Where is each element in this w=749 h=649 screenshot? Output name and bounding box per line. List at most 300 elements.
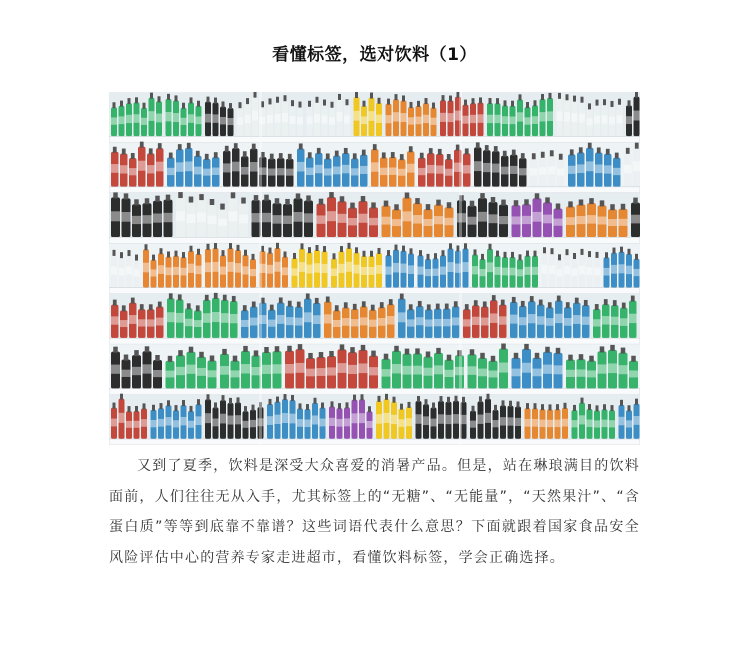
bottle-cap <box>579 354 584 360</box>
bottle-label <box>463 116 469 124</box>
bottle-cap <box>442 95 445 101</box>
bottle-cap <box>122 149 126 155</box>
bottle-cap <box>128 406 131 412</box>
bottle-cap <box>534 403 537 409</box>
bottle-label <box>413 215 422 224</box>
bottle-cap <box>628 249 631 255</box>
bottle-cap <box>530 296 534 302</box>
bottle-cap <box>220 204 225 210</box>
bottle-label <box>594 116 600 124</box>
bottle-label <box>352 413 358 423</box>
bottle-label <box>282 113 288 122</box>
bottle-label <box>408 117 414 124</box>
bottle-label <box>229 211 238 221</box>
bottle-label <box>626 266 632 274</box>
bottle-cap <box>581 97 584 103</box>
bottle-cap <box>512 150 516 156</box>
bottle-label <box>173 267 179 275</box>
bottle-label <box>434 216 443 224</box>
bottle-label <box>463 319 471 326</box>
bottle-label <box>495 267 501 275</box>
bottle-cap <box>405 192 410 198</box>
bottle-cap <box>284 251 287 257</box>
bottle-cap <box>558 254 561 260</box>
bottle-label <box>296 363 305 373</box>
bottle-cap <box>152 405 155 411</box>
bottle-cap <box>447 397 450 403</box>
bottle-cap <box>222 250 225 256</box>
bottle-cap <box>573 96 576 102</box>
bottle-label <box>268 169 276 176</box>
bottle-label <box>294 212 303 222</box>
bottle-label <box>126 266 132 274</box>
bottle-label <box>431 118 437 125</box>
bottle-label <box>392 219 401 226</box>
bottle-label <box>322 264 328 273</box>
bottle-label <box>342 318 350 326</box>
bottle-cap <box>207 244 210 250</box>
bottle-label <box>510 166 518 174</box>
bottle-label <box>418 267 424 275</box>
bottle-cap <box>573 253 576 259</box>
bottle-cap <box>479 97 482 103</box>
bottle-label <box>416 117 422 125</box>
bottle-cap <box>285 199 290 205</box>
bottle-cap <box>368 406 371 412</box>
bottle-cap <box>152 255 155 261</box>
bottle-label <box>297 162 305 172</box>
bottle-label <box>549 265 555 274</box>
bottle-label <box>594 268 600 276</box>
bottle-cap <box>426 351 431 357</box>
bottle-cap <box>502 400 505 406</box>
bottle-cap <box>597 147 601 153</box>
bottle-cap <box>270 154 274 160</box>
bottle-cap <box>143 103 146 109</box>
bottle-label <box>342 165 350 173</box>
bottle-cap <box>391 152 395 158</box>
bottle-cap <box>427 304 431 310</box>
bottle-label <box>619 264 625 273</box>
bottle-cap <box>275 346 280 352</box>
bottle-label <box>359 214 368 223</box>
bottle-label <box>292 268 298 275</box>
bottle-cap <box>402 95 405 101</box>
bottle-cap <box>489 244 492 250</box>
bottle-label <box>547 111 553 121</box>
bottle-label <box>557 269 563 276</box>
bottle-cap <box>415 198 420 204</box>
bottle-label <box>369 367 378 375</box>
bottle-cap <box>526 251 529 257</box>
bottle-cap <box>566 249 569 255</box>
bottle-cap <box>239 102 242 108</box>
bottle-cap <box>362 301 366 307</box>
bottle-cap <box>483 301 487 307</box>
bottle-cap <box>308 247 311 253</box>
bottle-cap <box>501 344 506 350</box>
bottle-cap <box>222 395 225 401</box>
bottle-label <box>512 216 521 224</box>
bottle-label <box>427 165 435 173</box>
bottle-label <box>540 420 546 427</box>
bottle-label <box>267 115 273 123</box>
bottle-label <box>129 315 137 324</box>
bottle-label <box>537 316 545 324</box>
bottle-label <box>129 168 137 175</box>
bottle-label <box>228 416 234 425</box>
bottle-label <box>348 218 357 225</box>
bottle-label <box>540 112 546 121</box>
bottle-cap <box>474 249 477 255</box>
bottle-label <box>398 312 406 322</box>
bottle-label <box>609 117 615 125</box>
bottle-label <box>487 115 493 123</box>
bottle-cap <box>432 403 435 409</box>
shelf-edge <box>109 237 640 243</box>
bottle-cap <box>584 300 588 306</box>
bottle-label <box>143 263 149 273</box>
bottle-label <box>138 319 146 326</box>
bottle-label <box>306 369 315 377</box>
bottle-label <box>241 167 249 175</box>
bottle-label <box>608 363 617 373</box>
bottle-label <box>119 413 125 423</box>
bottle-cap <box>233 356 238 362</box>
bottle-cap <box>410 102 413 108</box>
bottle-label <box>500 417 506 425</box>
bottle-label <box>181 118 187 125</box>
bottle-cap <box>182 252 185 258</box>
bottle-cap <box>363 251 366 257</box>
bottle-cap <box>524 344 529 350</box>
bottle-label <box>568 166 576 174</box>
bottle-cap <box>455 396 458 402</box>
bottle-cap <box>335 305 339 311</box>
bottle-label <box>554 219 563 226</box>
bottle-label <box>587 118 593 125</box>
bottle-cap <box>140 142 144 148</box>
bottle-label <box>489 214 498 223</box>
bottle-cap <box>400 404 403 410</box>
bottle-label <box>360 317 368 325</box>
bottle-label <box>141 419 147 427</box>
bottle-cap <box>323 246 326 252</box>
shelf-edge <box>109 439 640 445</box>
bottle-cap <box>481 254 484 260</box>
bottle-label <box>463 165 471 173</box>
bottle-cap <box>113 147 117 153</box>
bottle-cap <box>331 401 334 407</box>
bottle-cap <box>378 98 381 104</box>
bottle-cap <box>167 94 170 100</box>
bottle-label <box>522 216 531 224</box>
bottle-cap <box>131 153 135 159</box>
bottle-cap <box>589 198 594 204</box>
bottle-cap <box>566 94 569 100</box>
bottle-cap <box>487 394 490 400</box>
bottle-cap <box>284 394 287 400</box>
bottle-cap <box>293 253 296 259</box>
bottle-cap <box>371 305 375 311</box>
bottle-label <box>299 262 305 272</box>
bottle-cap <box>333 253 336 259</box>
bottle-cap <box>279 297 283 303</box>
bottle-cap <box>340 196 345 202</box>
bottle-cap <box>534 100 537 106</box>
bottle-cap <box>405 349 410 355</box>
bottle-label <box>593 319 601 326</box>
bottle-label <box>376 115 382 123</box>
bottle-cap <box>288 154 292 160</box>
bottle-cap <box>175 405 178 411</box>
bottle-cap <box>149 304 153 310</box>
bottle-cap <box>581 398 584 404</box>
bottle-label <box>275 114 281 123</box>
bottle-cap <box>402 246 405 252</box>
bottle-cap <box>389 299 393 305</box>
beverage-shelf-photo <box>109 92 640 445</box>
bottle-label <box>122 212 131 222</box>
bottle-label <box>212 168 220 175</box>
bottle-label <box>231 370 240 377</box>
bottle-label <box>369 320 377 327</box>
bottle-label <box>579 415 585 424</box>
bottle-cap <box>496 251 499 257</box>
bottle-cap <box>631 296 635 302</box>
bottle-label <box>273 364 282 373</box>
bottle-label <box>445 370 454 377</box>
bottle-cap <box>393 397 396 403</box>
bottle-label <box>577 369 586 376</box>
bottle-cap <box>175 95 178 101</box>
bottle-cap <box>417 396 420 402</box>
bottle-cap <box>158 143 162 149</box>
bottle-label <box>369 267 375 275</box>
bottle-cap <box>600 200 605 206</box>
bottle-cap <box>570 149 574 155</box>
bottle-cap <box>315 298 319 304</box>
bottle-cap <box>214 152 218 158</box>
bottle-cap <box>613 248 616 254</box>
bottle-cap <box>205 154 209 160</box>
bottle-cap <box>264 347 269 353</box>
bottle-label <box>241 364 250 373</box>
bottle-cap <box>113 192 118 198</box>
bottle-label <box>327 367 336 375</box>
bottle-label <box>619 365 628 374</box>
bottle-cap <box>338 94 341 100</box>
bottle-label <box>317 368 326 376</box>
bottle-cap <box>610 204 615 210</box>
bottle-label <box>176 162 184 171</box>
bottle-label <box>220 414 226 424</box>
bottle-label <box>631 215 640 224</box>
bottle-cap <box>408 402 411 408</box>
bottle-label <box>598 364 607 373</box>
bottle-cap <box>425 98 428 104</box>
bottle-cap <box>269 399 272 405</box>
bottle-label <box>617 115 623 123</box>
bottle-cap <box>317 148 321 154</box>
bottle-label <box>203 169 211 176</box>
bottle-label <box>587 420 593 427</box>
bottle-label <box>382 369 391 376</box>
bottle-label <box>416 317 424 325</box>
bottle-cap <box>556 203 561 209</box>
bottle-cap <box>149 148 153 154</box>
bottle-cap <box>120 394 123 400</box>
bottle-label <box>448 113 454 122</box>
bottle-cap <box>140 304 144 310</box>
bottle-label <box>495 115 501 123</box>
bottle-cap <box>504 252 507 258</box>
bottle-label <box>413 366 422 375</box>
bottle-cap <box>355 92 358 98</box>
bottle-cap <box>234 143 238 149</box>
bottle-cap <box>429 148 433 154</box>
bottle-cap <box>545 347 550 353</box>
bottle-cap <box>207 97 210 103</box>
bottle-label <box>425 269 431 276</box>
bottle-cap <box>175 251 178 257</box>
bottle-label <box>626 116 632 124</box>
bottle-label <box>243 266 249 274</box>
bottle-label <box>380 168 388 175</box>
bottle-cap <box>566 302 570 308</box>
bottle-cap <box>299 403 302 409</box>
bottle-cap <box>418 301 422 307</box>
bottle-label <box>382 217 391 225</box>
bottle-label <box>423 115 429 123</box>
bottle-label <box>602 420 608 427</box>
bottle-cap <box>287 346 292 352</box>
bottle-label <box>594 420 600 427</box>
bottle-cap <box>470 201 475 207</box>
bottle-label <box>322 116 328 124</box>
bottle-label <box>166 417 172 425</box>
bottle-cap <box>113 250 116 256</box>
bottle-cap <box>596 405 599 411</box>
bottle-cap <box>514 353 519 359</box>
bottle-label <box>223 163 231 172</box>
bottle-label <box>425 319 433 326</box>
bottle-label <box>478 212 487 222</box>
bottle-cap <box>465 148 469 154</box>
bottle-cap <box>438 149 442 155</box>
bottle-label <box>126 115 132 123</box>
bottle-cap <box>269 248 272 254</box>
bottle-label <box>158 419 164 427</box>
bottle-cap <box>549 404 552 410</box>
bottle-label <box>557 111 563 121</box>
shelf-edge <box>109 288 640 294</box>
bottle-label <box>359 363 368 373</box>
bottle-cap <box>427 254 430 260</box>
bottle-cap <box>363 101 366 107</box>
bottle-cap <box>190 246 193 252</box>
bottle-cap <box>135 97 138 103</box>
bottle-label <box>573 315 581 324</box>
bottle-label <box>282 413 288 423</box>
bottle-label <box>562 419 568 427</box>
bottle-label <box>481 318 489 326</box>
bottle-label <box>557 169 565 176</box>
bottle-cap <box>492 295 496 301</box>
bottle-cap <box>222 101 225 107</box>
bottle-label <box>290 414 296 424</box>
bottle-cap <box>252 144 256 150</box>
bottle-cap <box>426 204 431 210</box>
bottle-cap <box>167 400 170 406</box>
bottle-label <box>587 267 593 275</box>
bottle-label <box>275 262 281 272</box>
bottle-label <box>519 317 527 325</box>
bottle-label <box>307 265 313 274</box>
bottle-cap <box>436 304 440 310</box>
bottle-label <box>452 317 460 325</box>
bottle-cap <box>131 298 135 304</box>
bottle-label <box>389 167 397 174</box>
bottle-label <box>401 113 407 122</box>
bottle-label <box>423 416 429 425</box>
bottle-cap <box>243 151 247 157</box>
bottle-label <box>361 267 367 275</box>
bottle-cap <box>534 251 537 257</box>
bottle-label <box>173 113 179 122</box>
bottle-cap <box>581 249 584 255</box>
bottle-label <box>304 213 313 222</box>
bottle-cap <box>169 293 173 299</box>
bottle-label <box>502 268 508 276</box>
bottle-label <box>384 413 390 423</box>
bottle-label <box>176 367 185 375</box>
bottle-label <box>522 363 531 373</box>
bottle-cap <box>485 145 489 151</box>
bottle-label <box>608 219 617 226</box>
bottle-label <box>604 268 610 276</box>
bottle-cap <box>378 396 381 402</box>
bottle-label <box>304 312 312 322</box>
bottle-label <box>629 370 638 377</box>
bottle-label <box>539 167 547 175</box>
bottle-label <box>250 420 256 427</box>
bottle-label <box>122 370 131 377</box>
bottle-cap <box>197 399 200 405</box>
bottle-cap <box>113 102 116 108</box>
bottle-label <box>555 420 561 427</box>
bottle-label <box>378 318 386 326</box>
bottle-label <box>587 215 596 224</box>
bottle-label <box>208 370 217 377</box>
bottle-label <box>181 417 187 425</box>
bottle-label <box>572 420 578 427</box>
article-paragraph: 又到了夏季，饮料是深受大众喜爱的消暑产品。但是，站在琳琅满目的饮料面前，人们往往无从入手，尤其标签上的“无糖”、“无能量”，“天然果汁”、“含蛋白质”等等到底靠不靠谱？这些词语代表什么意思？下面就跟着国家食品安全风险评估中心的营养专家走进超市，看懂饮料标签，学会正确选择。 <box>109 458 640 566</box>
bottle-cap <box>548 302 552 308</box>
bottle-cap <box>635 254 638 260</box>
bottle-cap <box>275 198 280 204</box>
bottle-label <box>474 161 482 171</box>
bottle-label <box>243 421 249 428</box>
bottle-label <box>532 419 538 427</box>
bottle-label <box>187 365 196 374</box>
bottle-cap <box>214 98 217 104</box>
bottle-label <box>188 114 194 123</box>
bottle-label <box>586 161 594 171</box>
bottle-label <box>185 161 193 171</box>
bottle-label <box>285 364 294 373</box>
bottle-label <box>502 116 508 124</box>
